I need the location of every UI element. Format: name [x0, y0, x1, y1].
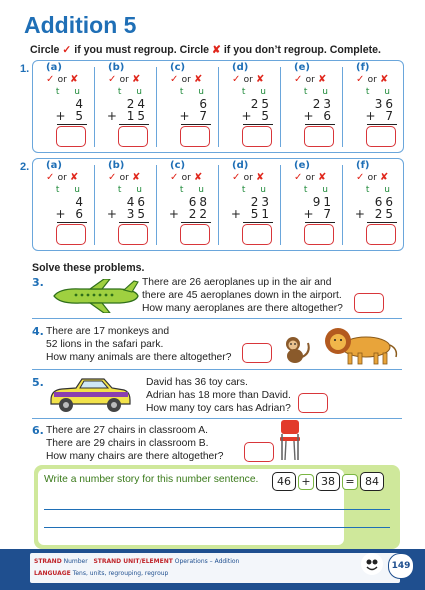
story-addend-a: 46: [272, 472, 296, 491]
number-story-panel: [34, 465, 400, 549]
cross-icon[interactable]: ✘: [131, 172, 141, 183]
section2-item-0: [44, 160, 90, 245]
strand-unit-value: Operations – Addition: [174, 558, 240, 565]
tick-or-cross-choice[interactable]: [108, 172, 140, 183]
cross-icon[interactable]: ✘: [317, 74, 327, 85]
item-label: (d): [232, 160, 249, 171]
answer-box[interactable]: [304, 126, 334, 147]
problem-5-line-2: Adrian has 18 more than David.: [146, 390, 291, 401]
tick-icon[interactable]: ✓: [356, 172, 365, 183]
cross-icon[interactable]: ✘: [255, 74, 265, 85]
item-label: (b): [108, 160, 125, 171]
problem-5-line-3: How many toy cars has Adrian?: [146, 403, 291, 414]
tick-icon[interactable]: ✓: [46, 172, 55, 183]
lion-icon: [314, 325, 400, 365]
tens-units-header: t u: [365, 87, 396, 97]
section2-item-2: [168, 160, 214, 245]
item-label: (a): [46, 160, 62, 171]
section1-item-3: [230, 62, 276, 147]
or-label: or: [367, 173, 377, 183]
section2-item-3: [230, 160, 276, 245]
cross-icon[interactable]: ✘: [317, 172, 327, 183]
tens-units-header: t u: [303, 87, 334, 97]
cross-icon[interactable]: ✘: [69, 172, 79, 183]
tens-units-header: t u: [241, 87, 272, 97]
bottom-addend: + 7: [303, 207, 334, 221]
problem-6-answer-box[interactable]: [244, 442, 274, 462]
problem-6-line-3: How many chairs are there altogether?: [46, 451, 224, 462]
or-label: or: [57, 75, 67, 85]
tick-or-cross-choice[interactable]: [232, 74, 264, 85]
item-label: (f): [356, 160, 370, 171]
tens-units-header: t u: [117, 87, 148, 97]
problem-4-answer-box[interactable]: [242, 343, 272, 363]
problem-4-line-1: There are 17 monkeys and: [46, 326, 170, 337]
sum-line: [181, 222, 211, 223]
problem-3-number: 3.: [32, 276, 44, 289]
smiley-face-icon: [361, 553, 383, 575]
sum-line: [305, 222, 335, 223]
tick-or-cross-choice[interactable]: [294, 74, 326, 85]
strand-value: Number: [63, 558, 88, 565]
strand-label: STRAND: [34, 558, 62, 565]
answer-box[interactable]: [180, 126, 210, 147]
problem-5-number: 5.: [32, 376, 44, 389]
cross-icon[interactable]: ✘: [379, 172, 389, 183]
language-value: Tens, units, regrouping, regroup: [72, 570, 169, 577]
writing-line-1[interactable]: [44, 509, 390, 510]
problem-3-line-2: there are 45 aeroplanes down in the airport.: [142, 290, 342, 301]
cross-icon[interactable]: ✘: [255, 172, 265, 183]
section2-item-1: [106, 160, 152, 245]
cross-icon[interactable]: ✘: [193, 172, 203, 183]
bottom-addend: + 35: [106, 207, 148, 221]
bottom-addend: + 7: [179, 109, 210, 123]
language-label: LANGUAGE: [34, 570, 71, 577]
top-addend: 68: [188, 195, 210, 209]
problem-5-line-1: David has 36 toy cars.: [146, 377, 248, 388]
bottom-addend: + 5: [55, 109, 86, 123]
bottom-addend: + 5: [241, 109, 272, 123]
instruction-mid2: if you don’t regroup. Complete.: [223, 44, 381, 56]
sum-line: [57, 124, 87, 125]
instructions: [30, 44, 381, 56]
sum-line: [119, 124, 149, 125]
top-addend: 66: [374, 195, 396, 209]
problem-6-line-2: There are 29 chairs in classroom B.: [46, 438, 209, 449]
top-addend: 6: [199, 97, 210, 111]
page-title: Addition 5: [24, 12, 137, 38]
top-addend: 4: [75, 195, 86, 209]
instruction-mid1: if you must regroup. Circle: [74, 44, 210, 56]
tick-or-cross-choice[interactable]: [170, 74, 202, 85]
or-label: or: [119, 173, 129, 183]
top-addend: 24: [126, 97, 148, 111]
item-label: (c): [170, 62, 186, 73]
tick-or-cross-choice[interactable]: [46, 74, 78, 85]
instruction-pre: Circle: [30, 44, 60, 56]
sum-line: [243, 222, 273, 223]
problem-6-line-1: There are 27 chairs in classroom A.: [46, 425, 208, 436]
section1-item-0: [44, 62, 90, 147]
sum-line: [181, 124, 211, 125]
tick-icon[interactable]: ✓: [170, 172, 179, 183]
top-addend: 25: [250, 97, 272, 111]
answer-box[interactable]: [304, 224, 334, 245]
or-label: or: [305, 75, 315, 85]
problem-4-line-3: How many animals are there altogether?: [46, 352, 232, 363]
strand-unit-label: STRAND UNIT/ELEMENT: [93, 558, 173, 565]
bottom-addend: + 6: [303, 109, 334, 123]
sum-line: [57, 222, 87, 223]
or-label: or: [119, 75, 129, 85]
tens-units-header: t u: [303, 185, 334, 195]
tick-icon: ✓: [62, 44, 72, 56]
or-label: or: [57, 173, 67, 183]
answer-box[interactable]: [118, 126, 148, 147]
monkey-icon: [280, 335, 312, 365]
bottom-addend: + 6: [55, 207, 86, 221]
or-label: or: [181, 173, 191, 183]
bottom-addend: + 15: [106, 109, 148, 123]
bottom-addend: + 51: [230, 207, 272, 221]
tick-icon[interactable]: ✓: [356, 74, 365, 85]
toy-car-icon: [48, 376, 132, 414]
or-label: or: [243, 75, 253, 85]
cross-icon[interactable]: ✘: [379, 74, 389, 85]
tick-or-cross-choice[interactable]: [356, 172, 388, 183]
writing-line-2[interactable]: [44, 527, 390, 528]
sum-line: [243, 124, 273, 125]
tens-units-header: t u: [179, 87, 210, 97]
footer-language-line: [34, 570, 168, 577]
answer-box[interactable]: [242, 224, 272, 245]
tens-units-header: t u: [55, 87, 86, 97]
section1-item-5: [354, 62, 400, 147]
number-story-prompt: Write a number story for this number sentence.: [44, 474, 259, 485]
tick-icon[interactable]: ✓: [294, 172, 303, 183]
sum-line: [305, 124, 335, 125]
problem-3-answer-box[interactable]: [354, 293, 384, 313]
section2-item-4: [292, 160, 338, 245]
answer-box[interactable]: [366, 224, 396, 245]
footer-info-strip: [30, 553, 400, 583]
tens-units-header: t u: [365, 185, 396, 195]
item-label: (e): [294, 160, 310, 171]
top-addend: 4: [75, 97, 86, 111]
or-label: or: [181, 75, 191, 85]
top-addend: 91: [312, 195, 334, 209]
answer-box[interactable]: [366, 126, 396, 147]
item-label: (e): [294, 62, 310, 73]
problem-3-line-3: How many aeroplanes are there altogether?: [142, 303, 343, 314]
page-number: 149: [388, 553, 414, 579]
problem-4-line-2: 52 lions in the safari park.: [46, 339, 164, 350]
item-label: (f): [356, 62, 370, 73]
tick-icon[interactable]: ✓: [170, 74, 179, 85]
answer-box[interactable]: [242, 126, 272, 147]
tick-or-cross-choice[interactable]: [356, 74, 388, 85]
section1-item-2: [168, 62, 214, 147]
footer-strand-line: [34, 558, 239, 565]
item-label: (a): [46, 62, 62, 73]
top-addend: 23: [250, 195, 272, 209]
tick-or-cross-choice[interactable]: [170, 172, 202, 183]
equals-sign: =: [342, 474, 358, 490]
tick-icon[interactable]: ✓: [108, 172, 117, 183]
answer-box[interactable]: [56, 126, 86, 147]
top-addend: 46: [126, 195, 148, 209]
top-addend: 23: [312, 97, 334, 111]
or-label: or: [367, 75, 377, 85]
cross-icon[interactable]: ✘: [69, 74, 79, 85]
problem-5-answer-box[interactable]: [298, 393, 328, 413]
tick-icon[interactable]: ✓: [294, 74, 303, 85]
tens-units-header: t u: [179, 185, 210, 195]
tick-or-cross-choice[interactable]: [232, 172, 264, 183]
tick-icon[interactable]: ✓: [232, 172, 241, 183]
bottom-addend: + 7: [365, 109, 396, 123]
section-1-number: 1.: [20, 63, 30, 75]
item-label: (d): [232, 62, 249, 73]
solve-heading: Solve these problems.: [32, 262, 145, 274]
tick-or-cross-choice[interactable]: [294, 172, 326, 183]
cross-icon[interactable]: ✘: [131, 74, 141, 85]
tick-icon[interactable]: ✓: [232, 74, 241, 85]
aeroplane-icon: [50, 279, 140, 313]
item-label: (b): [108, 62, 125, 73]
answer-box[interactable]: [180, 224, 210, 245]
section-2-number: 2.: [20, 161, 30, 173]
tens-units-header: t u: [241, 185, 272, 195]
tick-icon[interactable]: ✓: [108, 74, 117, 85]
problem-6-number: 6.: [32, 424, 44, 437]
cross-icon: ✘: [212, 44, 221, 56]
tens-units-header: t u: [55, 185, 86, 195]
sum-line: [367, 222, 397, 223]
answer-box[interactable]: [56, 224, 86, 245]
plus-sign: +: [298, 474, 314, 490]
chair-icon: [276, 418, 304, 462]
cross-icon[interactable]: ✘: [193, 74, 203, 85]
bottom-addend: + 22: [168, 207, 210, 221]
story-result: 84: [360, 472, 384, 491]
story-addend-b: 38: [316, 472, 340, 491]
sum-line: [367, 124, 397, 125]
tick-or-cross-choice[interactable]: [46, 172, 78, 183]
section1-item-4: [292, 62, 338, 147]
or-label: or: [243, 173, 253, 183]
answer-box[interactable]: [118, 224, 148, 245]
section2-item-5: [354, 160, 400, 245]
tick-or-cross-choice[interactable]: [108, 74, 140, 85]
or-label: or: [305, 173, 315, 183]
tick-icon[interactable]: ✓: [46, 74, 55, 85]
tens-units-header: t u: [117, 185, 148, 195]
sum-line: [119, 222, 149, 223]
bottom-addend: + 25: [354, 207, 396, 221]
problem-4-number: 4.: [32, 325, 44, 338]
section1-item-1: [106, 62, 152, 147]
problem-3-line-1: There are 26 aeroplanes up in the air and: [142, 277, 332, 288]
item-label: (c): [170, 160, 186, 171]
top-addend: 36: [374, 97, 396, 111]
